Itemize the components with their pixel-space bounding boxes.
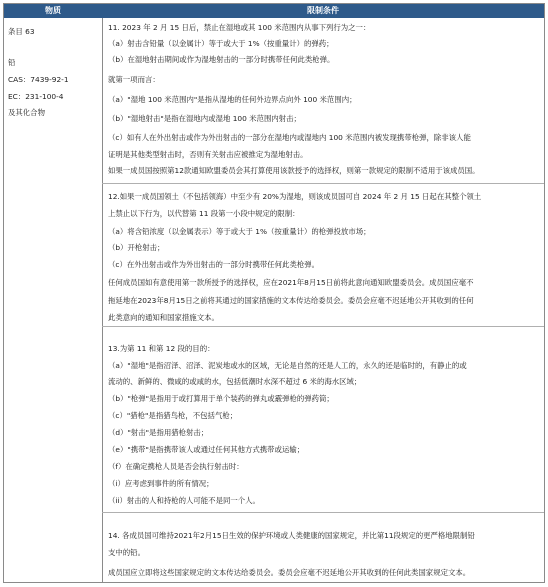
condition-line: （a）将含铅浓度（以金属表示）等于或大于 1%（按重量计）的枪弹投放市场； (108, 227, 371, 236)
column-divider (102, 18, 103, 582)
condition-line: 12.如果一成员国领土（不包括领海）中至少有 20%为湿地，则该成员国可自 2024 年 2 月 15 日起在其整个领土 (108, 192, 482, 201)
condition-line: 支中的铅。 (108, 548, 145, 557)
condition-line: 此类意向的通知和国家措施文本。 (108, 313, 219, 322)
condition-line: （i）应考虑到事件的所有情况； (108, 479, 214, 488)
condition-line: （b）开枪射击； (108, 243, 165, 252)
ec-number: EC：231-100-4 (8, 92, 64, 101)
condition-line: 成员国应立即将这些国家规定的文本传达给委员会。委员会应毫不迟延地公开其收到的任何此类国家规定文本。 (108, 568, 471, 577)
condition-line: （a）射击含铅量（以金属计）等于或大于 1%（按重量计）的弹药； (108, 39, 334, 48)
condition-line: 拖延地在2023年8月15日之前将其通过的国家措施的文本传达给委员会。委员会应毫不迟延地公开其收到的任何 (108, 296, 474, 305)
condition-line: （b）在湿地射击期间或作为湿地射击的一部分时携带任何此类枪弹。 (108, 55, 335, 64)
condition-line: （a）"湿地"是指沼泽、沼泽、泥炭地或水的区域，无论是自然的还是人工的，永久的还是临时的，有静止的或 (108, 361, 467, 370)
condition-line: 上禁止以下行为，以代替第 11 段第一小段中规定的限制： (108, 209, 300, 218)
condition-line: 14. 各成员国可维持2021年2月15日生效的保护环境或人类健康的国家规定，并比第11段规定的更严格地限制铅 (108, 531, 475, 540)
condition-line: 如果一成员国按照第12款通知欧盟委员会其打算使用该款授予的选择权，则第一款规定的限制不适用于该成员国。 (108, 166, 480, 175)
condition-line: 流动的、新鲜的、微咸的或咸的水，包括低潮时水深不超过 6 米的海水区域； (108, 377, 362, 386)
restriction-table (3, 3, 545, 583)
condition-line: （f）在确定携枪人员是否会执行射击时： (108, 462, 244, 471)
condition-line: （c）"猎枪"是指猎鸟枪，不包括气枪； (108, 411, 238, 420)
section-separator (102, 183, 544, 184)
condition-line: （a）"湿地 100 米范围内"是指从湿地的任何外边界点向外 100 米范围内； (108, 95, 357, 104)
condition-line: 11. 2023 年 2 月 15 日后，禁止在湿地或其 100 米范围内从事下列行为之一： (108, 23, 371, 32)
condition-line: 证明是其他类型射击时，否则有关射击应被推定为湿地射击。 (108, 150, 308, 159)
substance-name: 铅 (8, 58, 16, 67)
entry-number: 条目 63 (8, 27, 35, 36)
condition-line: （d）"射击"是指用猎枪射击； (108, 428, 209, 437)
condition-line: （ii）射击的人和持枪的人可能不是同一个人。 (108, 496, 260, 505)
condition-line: （c）如有人在外出射击或作为外出射击的一部分在湿地内或湿地内 100 米范围内被发现携带枪弹，除非该人能 (108, 133, 471, 142)
section-separator (102, 512, 544, 513)
compounds-note: 及其化合物 (8, 108, 45, 117)
cas-number: CAS：7439-92-1 (8, 75, 69, 84)
condition-line: 就第一项而言： (108, 75, 160, 84)
condition-line: （e）"携带"是指携带该人或通过任何其他方式携带或运输； (108, 445, 305, 454)
header-substance: 物质 (45, 6, 61, 15)
condition-line: （c）在外出射击或作为外出射击的一部分时携带任何此类枪弹。 (108, 260, 320, 269)
condition-line: 任何成员国如有意使用第一款所授予的选择权，应在2021年8月15日前将此意向通知欧盟委员会。成员国应毫不 (108, 278, 474, 287)
table-header (4, 4, 544, 18)
section-separator (102, 326, 544, 327)
condition-line: 13.为第 11 和第 12 段的目的： (108, 344, 215, 353)
condition-line: （b）"湿地射击"是指在湿地内或湿地 100 米范围内射击； (108, 114, 301, 123)
header-conditions: 限制条件 (307, 6, 339, 15)
condition-line: （b）"枪弹"是指用于或打算用于单个装药的弹丸或霰弹枪的弹药筒； (108, 394, 334, 403)
